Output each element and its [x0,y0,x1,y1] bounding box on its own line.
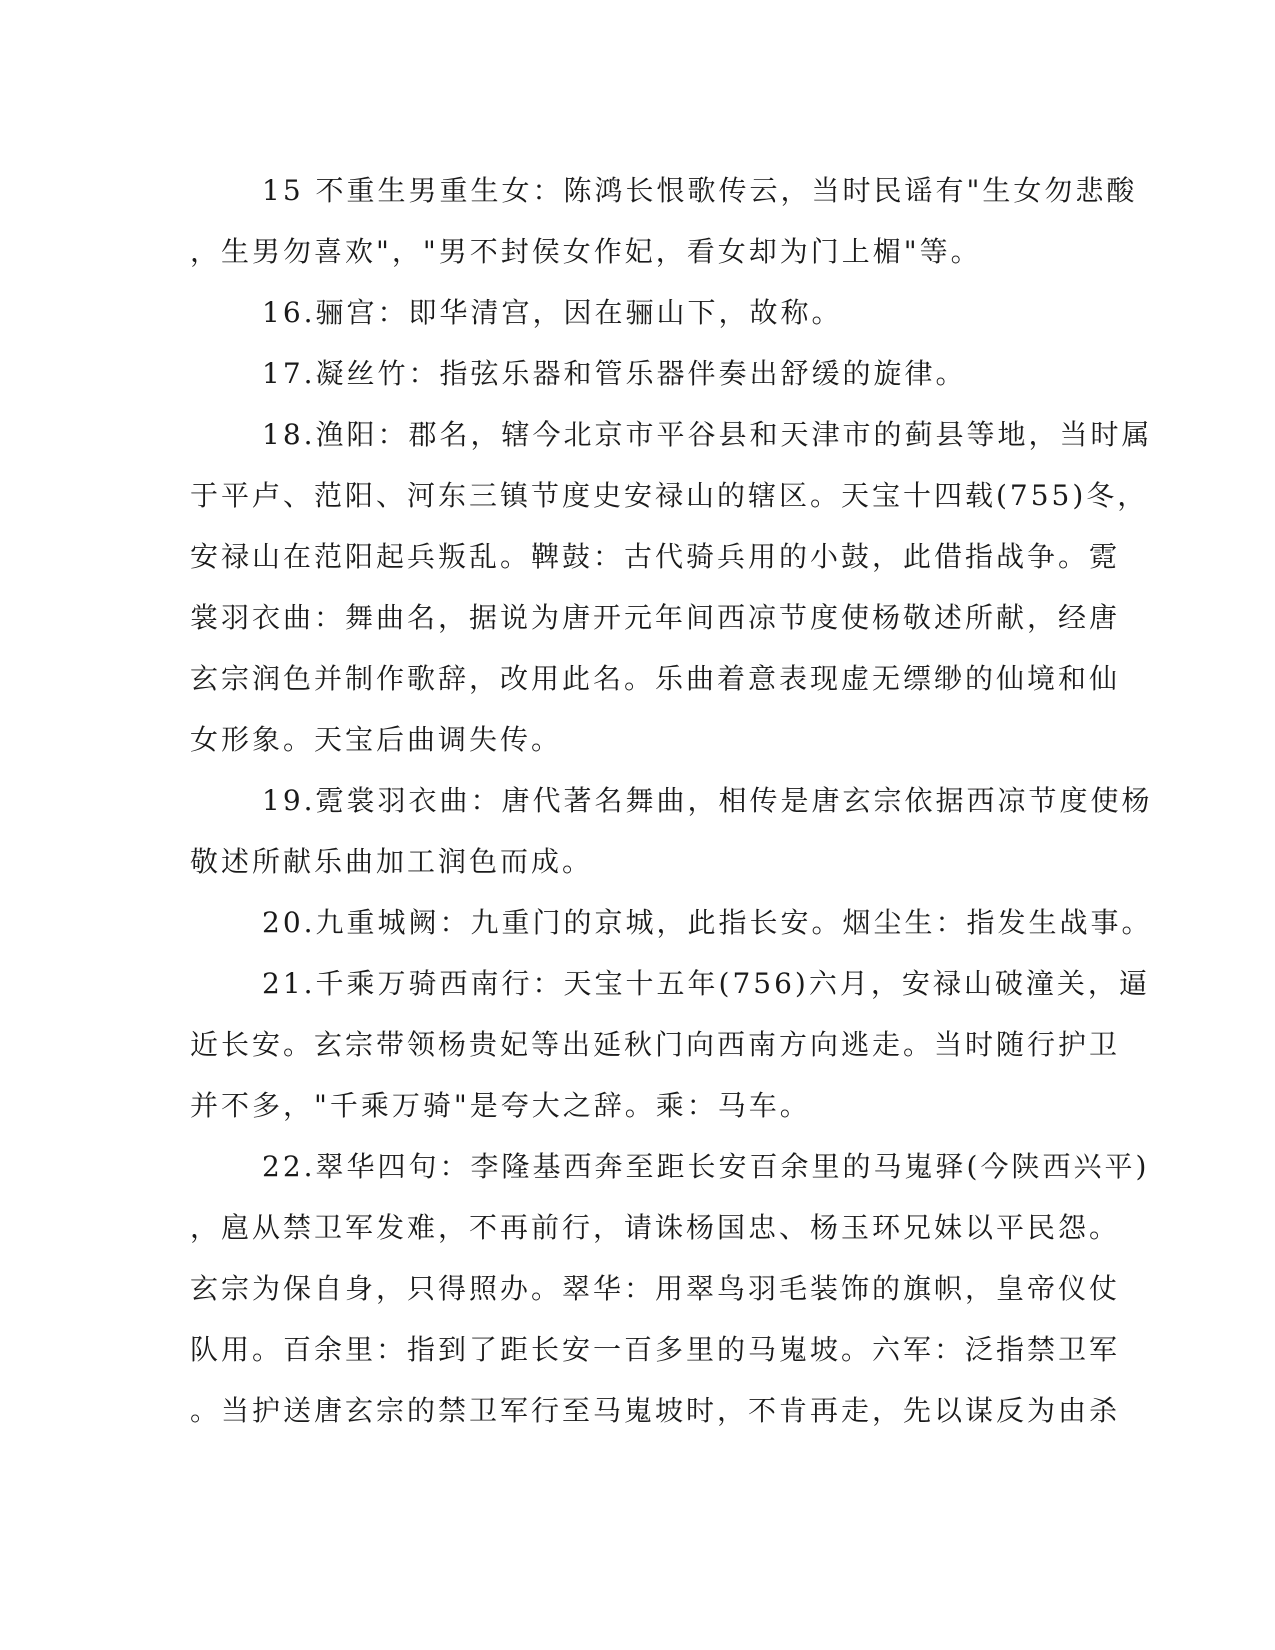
note-16-paragraph [190,282,1090,343]
note-15-paragraph [190,160,1138,282]
text-line: 并不多，"千乘万骑"是夸大之辞。乘：马车。 [190,1089,811,1122]
text-line: ，扈从禁卫军发难，不再前行，请诛杨国忠、杨玉环兄妹以平民怨。 [190,1211,1121,1244]
text-line: 19.霓裳羽衣曲：唐代著名舞曲，相传是唐玄宗依据西凉节度使杨 [262,784,1153,817]
text-line: ，生男勿喜欢"，"男不封侯女作妃，看女却为门上楣"等。 [190,235,982,268]
text-line: 18.渔阳：郡名，辖今北京市平谷县和天津市的蓟县等地，当时属 [262,418,1153,451]
text-line: 玄宗润色并制作歌辞，改用此名。乐曲着意表现虚无缥缈的仙境和仙 [190,662,1121,695]
text-line: 17.凝丝竹：指弦乐器和管乐器伴奏出舒缓的旋律。 [262,357,967,390]
text-line: 。当护送唐玄宗的禁卫军行至马嵬坡时，不肯再走，先以谋反为由杀 [190,1394,1121,1427]
text-line: 20.九重城阙：九重门的京城，此指长安。烟尘生：指发生战事。 [262,906,1153,939]
text-line: 安禄山在范阳起兵叛乱。鞞鼓：古代骑兵用的小鼓，此借指战争。霓 [190,540,1121,573]
note-19-paragraph [190,770,1153,892]
text-line: 21.千乘万骑西南行：天宝十五年(756)六月，安禄山破潼关，逼 [262,967,1150,1000]
text-line: 裳羽衣曲：舞曲名，据说为唐开元年间西凉节度使杨敬述所献，经唐 [190,601,1121,634]
text-line: 玄宗为保自身，只得照办。翠华：用翠鸟羽毛装饰的旗帜，皇帝仪仗 [190,1272,1121,1305]
note-20-paragraph [190,892,1153,953]
text-line: 敬述所献乐曲加工润色而成。 [190,845,594,878]
text-line: 队用。百余里：指到了距长安一百多里的马嵬坡。六军：泛指禁卫军 [190,1333,1121,1366]
text-line: 16.骊宫：即华清宫，因在骊山下，故称。 [262,296,843,329]
text-line: 15 不重生男重生女：陈鸿长恨歌传云，当时民谣有"生女勿悲酸 [262,174,1138,207]
note-18-paragraph [190,404,1153,770]
text-line: 近长安。玄宗带领杨贵妃等出延秋门向西南方向逃走。当时随行护卫 [190,1028,1121,1061]
text-line: 22.翠华四句：李隆基西奔至距长安百余里的马嵬驿(今陕西兴平) [262,1150,1150,1183]
note-21-paragraph [190,953,1150,1136]
annotation-text-block [190,160,1153,1441]
text-line: 女形象。天宝后曲调失传。 [190,723,563,756]
note-17-paragraph [190,343,1090,404]
note-22-paragraph [190,1136,1150,1441]
text-line: 于平卢、范阳、河东三镇节度史安禄山的辖区。天宝十四载(755)冬， [190,479,1149,512]
